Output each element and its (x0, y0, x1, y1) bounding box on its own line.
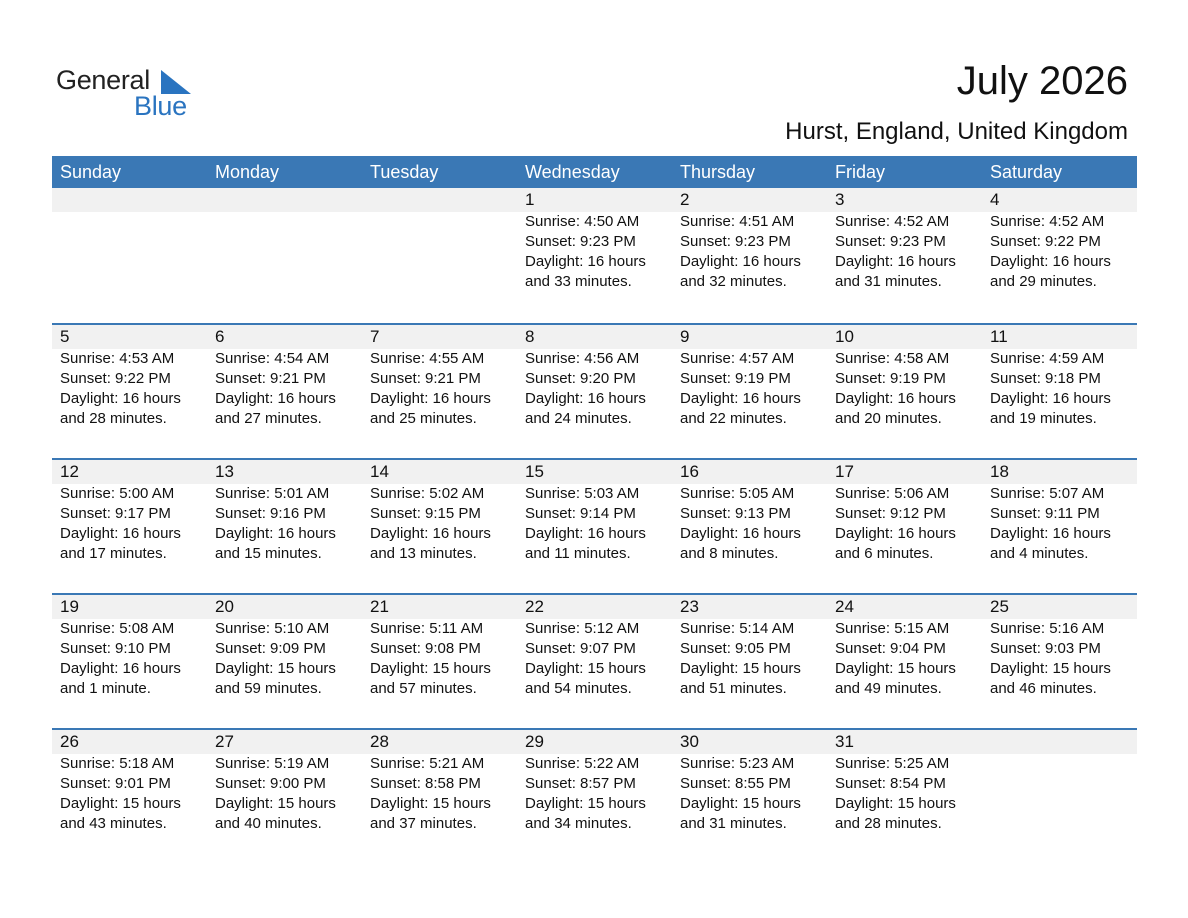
sunset-text: Sunset: 9:21 PM (215, 370, 326, 387)
day-cell (517, 730, 672, 834)
sunrise-text: Sunrise: 4:54 AM (215, 350, 330, 367)
daylight-minutes-text: and 11 minutes. (525, 545, 631, 562)
daylight-text: Daylight: 15 hours (60, 795, 181, 812)
day-number: 7 (370, 327, 380, 346)
day-number: 16 (680, 462, 699, 481)
day-cell (52, 595, 207, 699)
day-number: 17 (835, 462, 854, 481)
daylight-text: Daylight: 15 hours (215, 660, 336, 677)
sunset-text: Sunset: 9:14 PM (525, 505, 636, 522)
sunrise-text: Sunrise: 4:51 AM (680, 213, 795, 230)
day-number: 5 (60, 327, 70, 346)
daylight-minutes-text: and 59 minutes. (215, 680, 322, 697)
day-cell (672, 730, 827, 834)
daylight-minutes-text: and 19 minutes. (990, 410, 1097, 427)
day-number: 6 (215, 327, 225, 346)
day-number: 1 (525, 190, 535, 209)
day-number: 12 (60, 462, 79, 481)
daylight-minutes-text: and 49 minutes. (835, 680, 942, 697)
weekday-saturday: Saturday (990, 162, 1063, 182)
daylight-minutes-text: and 40 minutes. (215, 815, 322, 832)
sunset-text: Sunset: 8:55 PM (680, 775, 791, 792)
weekday-wednesday: Wednesday (525, 162, 620, 182)
daylight-minutes-text: and 20 minutes. (835, 410, 942, 427)
day-number: 10 (835, 327, 854, 346)
generalblue-logo (56, 64, 216, 120)
sunrise-text: Sunrise: 4:58 AM (835, 350, 950, 367)
day-number: 13 (215, 462, 234, 481)
day-number: 24 (835, 597, 854, 616)
day-cell (362, 325, 517, 429)
day-cell (362, 460, 517, 564)
daylight-minutes-text: and 37 minutes. (370, 815, 477, 832)
sunrise-text: Sunrise: 4:56 AM (525, 350, 640, 367)
day-cell (517, 325, 672, 429)
day-number: 31 (835, 732, 854, 751)
calendar-grid (52, 156, 1137, 863)
daylight-minutes-text: and 6 minutes. (835, 545, 934, 562)
day-cell (52, 730, 207, 834)
week-row (52, 188, 1137, 323)
day-cell (517, 188, 672, 292)
calendar-location: Hurst, England, United Kingdom (785, 118, 1128, 145)
empty-day-cell (207, 188, 362, 292)
weekday-header-row (52, 156, 1137, 188)
sunrise-text: Sunrise: 5:25 AM (835, 755, 950, 772)
sunset-text: Sunset: 9:16 PM (215, 505, 326, 522)
sunset-text: Sunset: 9:03 PM (990, 640, 1101, 657)
sunset-text: Sunset: 9:19 PM (835, 370, 946, 387)
day-cell (362, 595, 517, 699)
day-cell (207, 730, 362, 834)
day-number: 23 (680, 597, 699, 616)
daylight-text: Daylight: 16 hours (835, 390, 956, 407)
sunrise-text: Sunrise: 5:15 AM (835, 620, 950, 637)
weekday-sunday: Sunday (60, 162, 122, 182)
day-cell (517, 460, 672, 564)
sunset-text: Sunset: 8:54 PM (835, 775, 946, 792)
day-number: 20 (215, 597, 234, 616)
sunrise-text: Sunrise: 5:16 AM (990, 620, 1105, 637)
empty-day-cell (982, 730, 1137, 834)
empty-day-cell (362, 188, 517, 292)
daylight-text: Daylight: 15 hours (370, 795, 491, 812)
day-cell (52, 460, 207, 564)
sunrise-text: Sunrise: 5:21 AM (370, 755, 485, 772)
sunset-text: Sunset: 9:22 PM (990, 233, 1101, 250)
daylight-text: Daylight: 15 hours (215, 795, 336, 812)
day-number: 18 (990, 462, 1009, 481)
sunrise-text: Sunrise: 5:06 AM (835, 485, 950, 502)
daylight-text: Daylight: 16 hours (680, 525, 801, 542)
sunset-text: Sunset: 8:57 PM (525, 775, 636, 792)
sunrise-text: Sunrise: 4:52 AM (990, 213, 1105, 230)
day-cell (672, 188, 827, 292)
sunrise-text: Sunrise: 4:57 AM (680, 350, 795, 367)
sunset-text: Sunset: 9:05 PM (680, 640, 791, 657)
sunset-text: Sunset: 9:08 PM (370, 640, 481, 657)
sunset-text: Sunset: 9:21 PM (370, 370, 481, 387)
day-number: 28 (370, 732, 389, 751)
weekday-monday: Monday (215, 162, 280, 182)
sunrise-text: Sunrise: 5:23 AM (680, 755, 795, 772)
sunset-text: Sunset: 9:17 PM (60, 505, 171, 522)
day-cell (982, 595, 1137, 699)
sunset-text: Sunset: 9:19 PM (680, 370, 791, 387)
sunset-text: Sunset: 9:11 PM (990, 505, 1100, 522)
daylight-text: Daylight: 16 hours (525, 253, 646, 270)
sunset-text: Sunset: 8:58 PM (370, 775, 481, 792)
sunset-text: Sunset: 9:23 PM (525, 233, 636, 250)
day-number: 27 (215, 732, 234, 751)
day-cell (207, 460, 362, 564)
daylight-minutes-text: and 28 minutes. (60, 410, 167, 427)
sunrise-text: Sunrise: 5:03 AM (525, 485, 640, 502)
sunrise-text: Sunrise: 5:00 AM (60, 485, 175, 502)
sunrise-text: Sunrise: 5:12 AM (525, 620, 640, 637)
daylight-text: Daylight: 15 hours (370, 660, 491, 677)
daylight-minutes-text: and 29 minutes. (990, 273, 1097, 290)
day-cell (672, 325, 827, 429)
empty-day-cell (52, 188, 207, 292)
day-number: 4 (990, 190, 1000, 209)
daylight-minutes-text: and 54 minutes. (525, 680, 632, 697)
daylight-text: Daylight: 16 hours (835, 253, 956, 270)
day-cell (207, 595, 362, 699)
daylight-text: Daylight: 16 hours (370, 525, 491, 542)
daylight-minutes-text: and 27 minutes. (215, 410, 322, 427)
week-row (52, 593, 1137, 728)
daylight-minutes-text: and 51 minutes. (680, 680, 787, 697)
week-cells (52, 730, 1137, 834)
sunrise-text: Sunrise: 5:01 AM (215, 485, 330, 502)
day-cell (827, 460, 982, 564)
week-cells (52, 325, 1137, 429)
weekday-friday: Friday (835, 162, 886, 182)
daylight-minutes-text: and 15 minutes. (215, 545, 322, 562)
day-cell (827, 730, 982, 834)
daylight-minutes-text: and 25 minutes. (370, 410, 477, 427)
sunset-text: Sunset: 9:01 PM (60, 775, 171, 792)
daylight-minutes-text: and 31 minutes. (835, 273, 942, 290)
daylight-text: Daylight: 16 hours (525, 525, 646, 542)
day-cell (672, 460, 827, 564)
day-number: 19 (60, 597, 79, 616)
sunset-text: Sunset: 9:00 PM (215, 775, 326, 792)
daylight-text: Daylight: 16 hours (215, 390, 336, 407)
weekday-thursday: Thursday (680, 162, 756, 182)
daylight-minutes-text: and 8 minutes. (680, 545, 779, 562)
daylight-text: Daylight: 15 hours (835, 795, 956, 812)
sunrise-text: Sunrise: 4:52 AM (835, 213, 950, 230)
sunset-text: Sunset: 9:10 PM (60, 640, 171, 657)
daylight-minutes-text: and 31 minutes. (680, 815, 787, 832)
sunset-text: Sunset: 9:09 PM (215, 640, 326, 657)
week-cells (52, 188, 1137, 292)
sunrise-text: Sunrise: 4:53 AM (60, 350, 175, 367)
daylight-text: Daylight: 15 hours (835, 660, 956, 677)
day-cell (982, 325, 1137, 429)
sunset-text: Sunset: 9:07 PM (525, 640, 636, 657)
day-number: 22 (525, 597, 544, 616)
sunset-text: Sunset: 9:04 PM (835, 640, 946, 657)
logo-blue-text: Blue (134, 91, 187, 121)
sunset-text: Sunset: 9:15 PM (370, 505, 481, 522)
sunrise-text: Sunrise: 4:50 AM (525, 213, 640, 230)
daylight-text: Daylight: 16 hours (60, 390, 181, 407)
sunrise-text: Sunrise: 5:22 AM (525, 755, 640, 772)
daylight-minutes-text: and 17 minutes. (60, 545, 167, 562)
sunset-text: Sunset: 9:18 PM (990, 370, 1101, 387)
day-number: 15 (525, 462, 544, 481)
week-row (52, 728, 1137, 863)
daylight-text: Daylight: 16 hours (680, 253, 801, 270)
daylight-text: Daylight: 15 hours (680, 795, 801, 812)
daylight-minutes-text: and 13 minutes. (370, 545, 477, 562)
daylight-text: Daylight: 16 hours (525, 390, 646, 407)
day-cell (52, 325, 207, 429)
daylight-text: Daylight: 16 hours (60, 660, 181, 677)
week-row (52, 323, 1137, 458)
daylight-text: Daylight: 16 hours (990, 525, 1111, 542)
sunrise-text: Sunrise: 5:05 AM (680, 485, 795, 502)
daylight-minutes-text: and 28 minutes. (835, 815, 942, 832)
day-cell (982, 188, 1137, 292)
daylight-minutes-text: and 24 minutes. (525, 410, 632, 427)
sunrise-text: Sunrise: 5:11 AM (370, 620, 484, 637)
daylight-text: Daylight: 16 hours (370, 390, 491, 407)
daylight-text: Daylight: 16 hours (990, 253, 1111, 270)
day-cell (827, 595, 982, 699)
daylight-text: Daylight: 15 hours (525, 660, 646, 677)
day-number: 30 (680, 732, 699, 751)
day-cell (827, 325, 982, 429)
sunrise-text: Sunrise: 5:19 AM (215, 755, 330, 772)
sunrise-text: Sunrise: 5:18 AM (60, 755, 175, 772)
day-number: 29 (525, 732, 544, 751)
week-cells (52, 595, 1137, 699)
day-number: 9 (680, 327, 690, 346)
logo-general-text: General (56, 65, 150, 95)
sunset-text: Sunset: 9:13 PM (680, 505, 791, 522)
sunset-text: Sunset: 9:22 PM (60, 370, 171, 387)
daylight-minutes-text: and 46 minutes. (990, 680, 1097, 697)
daylight-text: Daylight: 15 hours (525, 795, 646, 812)
day-cell (207, 325, 362, 429)
daylight-minutes-text: and 43 minutes. (60, 815, 167, 832)
day-cell (827, 188, 982, 292)
sunrise-text: Sunrise: 5:14 AM (680, 620, 795, 637)
sunset-text: Sunset: 9:23 PM (835, 233, 946, 250)
sunrise-text: Sunrise: 5:07 AM (990, 485, 1105, 502)
weeks-container (52, 188, 1137, 863)
week-row (52, 458, 1137, 593)
daylight-minutes-text: and 57 minutes. (370, 680, 477, 697)
daylight-text: Daylight: 15 hours (680, 660, 801, 677)
sunrise-text: Sunrise: 4:55 AM (370, 350, 485, 367)
sunrise-text: Sunrise: 5:10 AM (215, 620, 330, 637)
day-number: 26 (60, 732, 79, 751)
daylight-text: Daylight: 16 hours (215, 525, 336, 542)
day-cell (672, 595, 827, 699)
day-cell (982, 460, 1137, 564)
day-number: 21 (370, 597, 389, 616)
day-cell (362, 730, 517, 834)
daylight-text: Daylight: 16 hours (60, 525, 181, 542)
sunrise-text: Sunrise: 5:08 AM (60, 620, 175, 637)
day-cell (517, 595, 672, 699)
daylight-minutes-text: and 1 minute. (60, 680, 151, 697)
calendar-title: July 2026 (956, 59, 1128, 103)
week-cells (52, 460, 1137, 564)
day-number: 14 (370, 462, 389, 481)
sunrise-text: Sunrise: 4:59 AM (990, 350, 1105, 367)
sunset-text: Sunset: 9:12 PM (835, 505, 946, 522)
sunset-text: Sunset: 9:23 PM (680, 233, 791, 250)
daylight-minutes-text: and 32 minutes. (680, 273, 787, 290)
daylight-minutes-text: and 33 minutes. (525, 273, 632, 290)
daylight-minutes-text: and 4 minutes. (990, 545, 1089, 562)
daylight-text: Daylight: 16 hours (990, 390, 1111, 407)
daylight-minutes-text: and 34 minutes. (525, 815, 632, 832)
day-number: 3 (835, 190, 845, 209)
daylight-text: Daylight: 16 hours (835, 525, 956, 542)
day-number: 25 (990, 597, 1009, 616)
day-number: 11 (990, 327, 1008, 346)
sunrise-text: Sunrise: 5:02 AM (370, 485, 485, 502)
day-number: 2 (680, 190, 690, 209)
daylight-text: Daylight: 16 hours (680, 390, 801, 407)
day-number: 8 (525, 327, 535, 346)
daylight-minutes-text: and 22 minutes. (680, 410, 787, 427)
sunset-text: Sunset: 9:20 PM (525, 370, 636, 387)
weekday-tuesday: Tuesday (370, 162, 439, 182)
daylight-text: Daylight: 15 hours (990, 660, 1111, 677)
